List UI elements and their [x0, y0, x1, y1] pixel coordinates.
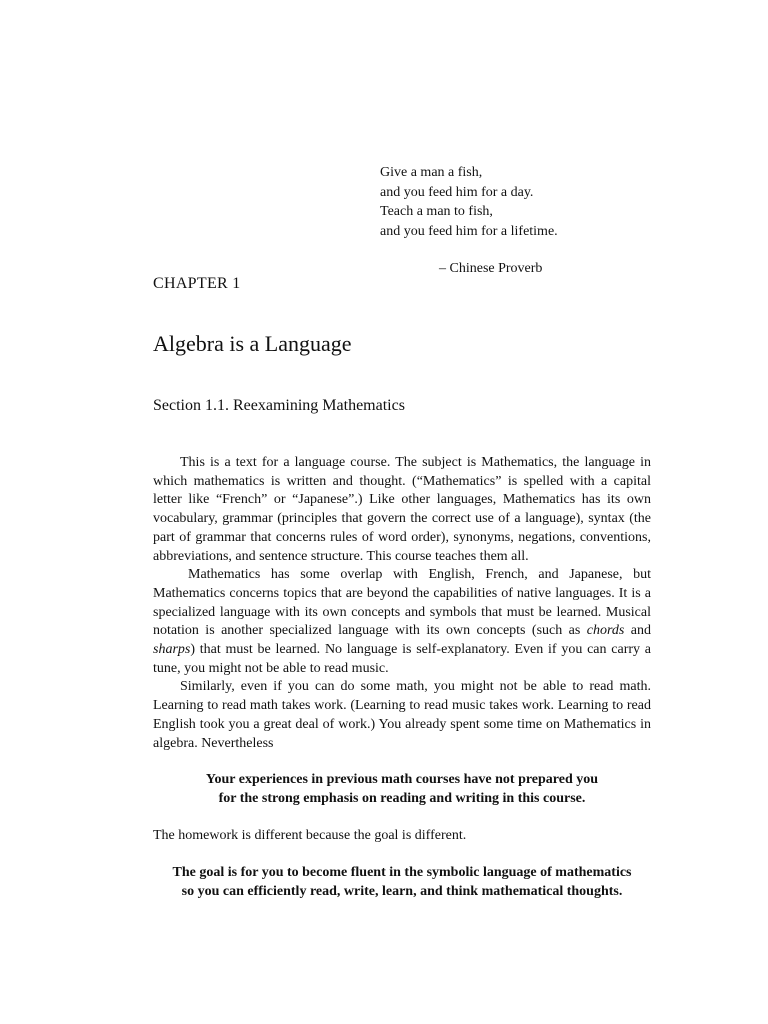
paragraph-text: ) that must be learned. No language is self-explanatory. Even if you can carry a tune, you might not be able to read music.: [153, 642, 651, 676]
callout-line: so you can efficiently read, write, learn, and think mathematical thoughts.: [181, 884, 623, 900]
callout-line: Your experiences in previous math courses have not prepared you: [205, 772, 599, 788]
epigraph-line: Teach a man to fish,: [380, 204, 493, 219]
epigraph: [380, 163, 640, 279]
body-text: [153, 454, 651, 902]
paragraph-similarly: Similarly, even if you can do some math, you might not be able to read math. Learning to read math takes work. (Learning to read music takes work. Learning to read English took you a great deal of work.) You already spent some time on Mathematics in algebra. Nevertheless: [153, 679, 651, 751]
emphasis-sharps: sharps: [153, 642, 191, 658]
homework-note: The homework is different because the goal is different.: [153, 827, 467, 843]
paragraph-text: and: [624, 623, 651, 639]
chapter-label: CHAPTER 1: [153, 275, 241, 292]
callout-line: for the strong emphasis on reading and writing in this course.: [218, 790, 586, 806]
paragraph-overlap: [153, 566, 651, 678]
emphasis-chords: chords: [586, 623, 625, 639]
callout-line: The goal is for you to become fluent in the symbolic language of mathematics: [172, 865, 632, 881]
epigraph-line: Give a man a fish,: [380, 165, 483, 180]
chapter-title: Algebra is a Language: [153, 331, 352, 356]
section-title: Section 1.1. Reexamining Mathematics: [153, 397, 405, 414]
callout-goal: [153, 864, 651, 901]
epigraph-attribution: – Chinese Proverb: [439, 261, 543, 276]
paragraph-intro: This is a text for a language course. The subject is Mathematics, the language in which mathematics is written and thought. (“Mathematics” is spelled with a capital letter like “French” or “Japanese”.) Like other languages, Mathematics has its own vocabulary, grammar (principles that govern the correct use of a language), syntax (the part of grammar that concerns rules of word order), synonyms, negations, conventions, abbreviations, and sentence structure. This course teaches them all.: [153, 455, 651, 564]
epigraph-line: and you feed him for a day.: [380, 184, 534, 200]
callout-experiences: [153, 771, 651, 808]
epigraph-line: and you feed him for a lifetime.: [380, 223, 558, 239]
paragraph-text: Mathematics has some overlap with English, French, and Japanese, but Mathematics concerns topics that are beyond the capabilities of native languages. It is a specialized language with its own concepts and symbols that must be learned. Musical notation is another specialized language with its own concepts (such as: [153, 567, 651, 639]
